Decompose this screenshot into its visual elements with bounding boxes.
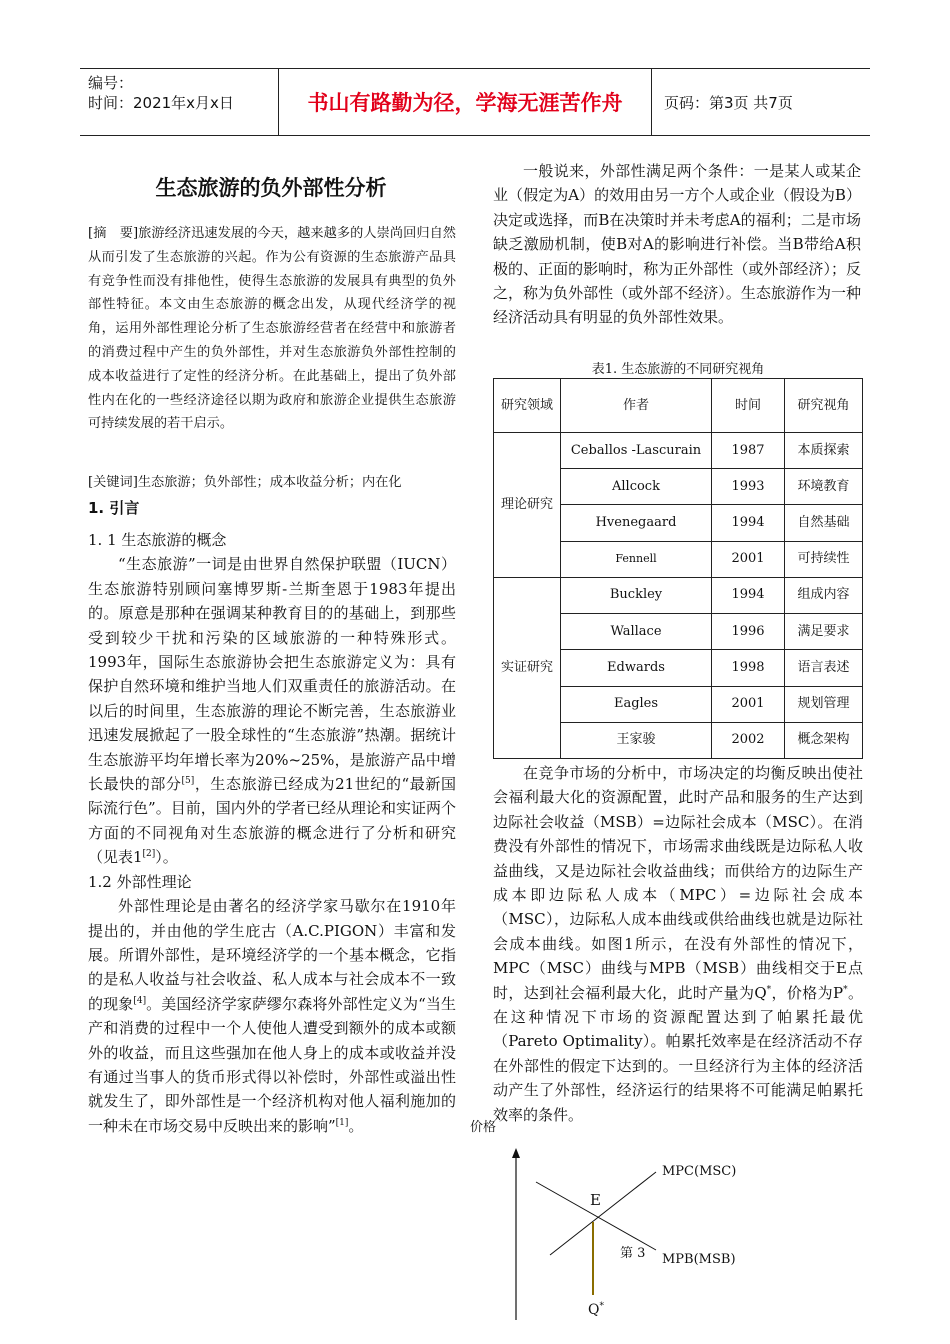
paragraph-text: ，价格为P bbox=[771, 983, 844, 1002]
year-cell: 2002 bbox=[712, 722, 785, 758]
article-title: 生态旅游的负外部性分析 bbox=[155, 176, 387, 200]
table-row bbox=[494, 577, 863, 613]
quantity-sup: * bbox=[599, 1301, 604, 1312]
citation: [1] bbox=[335, 1117, 349, 1128]
author-cell: Eagles bbox=[561, 686, 712, 722]
author-cell: Wallace bbox=[561, 614, 712, 650]
keywords-text: 生态旅游；负外部性；成本收益分析；内在化 bbox=[137, 475, 402, 490]
table-row bbox=[494, 433, 863, 469]
supply-curve-label: MPC(MSC) bbox=[662, 1164, 737, 1179]
author-cell: 王家骏 bbox=[561, 722, 712, 758]
demand-curve-label: MPB(MSB) bbox=[662, 1252, 736, 1267]
view-cell: 本质探索 bbox=[785, 433, 863, 469]
paragraph-conditions: 一般说来，外部性满足两个条件：一是某人或某企业（假定为A）的效用由另一方个人或企业（假设为B）决定或选择，而B在决策时并未考虑A的福利；二是市场缺乏激励机制，使B对A的影响进行补偿。当B带给A积极的、正面的影响时，称为正外部性（或外部经济）；反之，称为负外部性（或外部不经济）。生态旅游作为一种经济活动具有明显的负外部性效果。 bbox=[493, 162, 861, 327]
view-cell: 自然基础 bbox=[785, 505, 863, 541]
page-mark: 第 3 bbox=[620, 1246, 646, 1261]
citation: [4] bbox=[133, 995, 147, 1006]
number-label: 编号： bbox=[88, 74, 134, 92]
paragraph-text: 外部性理论是由著名的经济学家马歇尔在1910年提出的，并由他的学生庇古（A.C.PIGON）丰富和发展。所谓外部性，是环境经济学的一个基本概念，它指的是私人收益与社会收益、私人成本与社会成本不一致的现象 bbox=[88, 897, 456, 1013]
citation: [2] bbox=[142, 849, 156, 860]
view-cell: 满足要求 bbox=[785, 614, 863, 650]
author-cell: Buckley bbox=[561, 577, 712, 613]
figure-svg bbox=[470, 1110, 770, 1344]
year-cell: 2001 bbox=[712, 686, 785, 722]
header-motto: 书山有路勤为径，学海无涯苦作舟 bbox=[278, 69, 652, 135]
paragraph-text: 在竞争市场的分析中，市场决定的均衡反映出使社会福利最大化的资源配置，此时产品和服务的生产达到边际社会收益（MSB）=边际社会成本（MSC）。在消费没有外部性的情况下，市场需求曲线既是边际私人收益曲线，又是边际社会收益曲线；而供给方的边际生产成本即边际私人成本（MPC）=边际社会成本（MSC），边际私人成本曲线或供给曲线也就是边际社会成本曲线。如图1所示，在没有外部性的情况下，MPC（MSC）曲线与MPB（MSB）曲线相交于E点时，达到社会福利最大化，此时产量为Q bbox=[493, 764, 863, 1002]
author-cell: Edwards bbox=[561, 650, 712, 686]
quantity-letter: Q bbox=[588, 1302, 600, 1318]
section-heading-intro: 1. 引言 bbox=[88, 499, 140, 517]
author-cell: Ceballos -Lascurain bbox=[561, 433, 712, 469]
paragraph-text: ）。 bbox=[155, 848, 178, 867]
year-cell: 1996 bbox=[712, 614, 785, 650]
view-cell: 语言表述 bbox=[785, 650, 863, 686]
right-column-top bbox=[493, 159, 861, 330]
superscript: * bbox=[766, 984, 772, 995]
abstract bbox=[88, 222, 456, 436]
paragraph-ecotourism bbox=[88, 552, 456, 869]
page-number-label: 页码：第3页 共7页 bbox=[664, 93, 793, 112]
supply-curve bbox=[550, 1172, 656, 1255]
superscript: * bbox=[843, 984, 848, 995]
year-cell: 1987 bbox=[712, 433, 785, 469]
view-cell: 组成内容 bbox=[785, 577, 863, 613]
year-cell: 1994 bbox=[712, 577, 785, 613]
paragraph-text: ，生态旅游已经成为21世纪的“最新国际流行色”。目前，国内外的学者已经从理论和实证两个方面的不同视角对生态旅游的概念进行了分析和研究（见表1 bbox=[88, 775, 456, 867]
author-cell: Fennell bbox=[561, 541, 712, 577]
paragraph-competitive-market bbox=[493, 761, 863, 1127]
table-header-row bbox=[494, 379, 863, 433]
right-column-bottom bbox=[493, 761, 863, 1127]
view-cell: 环境教育 bbox=[785, 469, 863, 505]
equilibrium-point-label: E bbox=[590, 1191, 601, 1209]
year-cell: 2001 bbox=[712, 541, 785, 577]
abstract-text: 旅游经济迅速发展的今天，越来越多的人崇尚回归自然从而引发了生态旅游的兴起。作为公有资源的生态旅游产品具有竞争性而没有排他性，使得生态旅游的发展具有典型的负外部性特征。本文由生态旅游的概念出发，从现代经济学的视角，运用外部性理论分析了生态旅游经营者在经营中和旅游者的消费过程中产生的负外部性，并对生态旅游负外部性控制的成本收益进行了定性的经济分析。在此基础上，提出了负外部性内在化的一些经济途径以期为政府和旅游企业提供生态旅游可持续发展的若干启示。 bbox=[88, 226, 456, 432]
view-cell: 概念架构 bbox=[785, 722, 863, 758]
figure-supply-demand bbox=[470, 1110, 770, 1344]
keywords bbox=[88, 472, 456, 494]
subheading-externality-theory: 1.2 外部性理论 bbox=[88, 872, 192, 891]
view-cell: 规划管理 bbox=[785, 686, 863, 722]
y-axis-label: 价格 bbox=[470, 1120, 497, 1135]
paragraph-text: “生态旅游”一词是由世界自然保护联盟（IUCN）生态旅游特别顾问塞博罗斯-兰斯奎恩于1983年提出的。原意是那种在强调某种教育目的的基础上，到那些受到较少干扰和污染的区域旅游的一种特殊形式。1993年，国际生态旅游协会把生态旅游定义为：具有保护自然环境和维护当地人们双重责任的旅游活动。在以后的时间里，生态旅游的理论不断完善，生态旅游业迅速发展掀起了一股全球性的“生态旅游”热潮。据统计生态旅游平均年增长率为20%~25%，是旅游产品中增长最快的部分 bbox=[88, 555, 456, 794]
year-cell: 1994 bbox=[712, 505, 785, 541]
y-axis-arrow bbox=[512, 1148, 520, 1158]
table-caption: 表1. 生态旅游的不同研究视角 bbox=[591, 362, 765, 377]
subheading-ecotourism-concept: 1. 1 生态旅游的概念 bbox=[88, 531, 227, 549]
group-cell-empirical: 实证研究 bbox=[494, 577, 561, 758]
group-cell-theory: 理论研究 bbox=[494, 433, 561, 578]
page-header bbox=[80, 68, 870, 136]
header-cell: 作者 bbox=[561, 379, 712, 433]
citation: [5] bbox=[181, 776, 195, 787]
research-table bbox=[493, 378, 863, 759]
year-cell: 1993 bbox=[712, 469, 785, 505]
keywords-label: [关键词] bbox=[88, 475, 138, 490]
year-cell: 1998 bbox=[712, 650, 785, 686]
quantity-label bbox=[588, 1302, 604, 1318]
paragraph-text: 。 bbox=[348, 1116, 364, 1135]
time-label: 时间：2021年x月x日 bbox=[88, 94, 234, 112]
left-column bbox=[88, 528, 456, 1138]
abstract-label: [摘 要] bbox=[88, 226, 139, 241]
header-cell: 时间 bbox=[712, 379, 785, 433]
header-cell: 研究视角 bbox=[785, 379, 863, 433]
view-cell: 可持续性 bbox=[785, 541, 863, 577]
author-cell: Allcock bbox=[561, 469, 712, 505]
author-cell: Hvenegaard bbox=[561, 505, 712, 541]
header-cell: 研究领域 bbox=[494, 379, 561, 433]
paragraph-text: 。美国经济学家萨缪尔森将外部性定义为“当生产和消费的过程中一个人使他人遭受到额外的成本或额外的收益，而且这些强加在他人身上的成本或收益并没有通过当事人的货币形式得以补偿时，外部性或溢出性就发生了，即外部性是一个经济机构对他人福利施加的一种未在市场交易中反映出来的影响” bbox=[88, 994, 456, 1135]
header-meta bbox=[88, 73, 278, 113]
paragraph-externality bbox=[88, 894, 456, 1138]
paragraph-text: 。在这种情况下市场的资源配置达到了帕累托最优（Pareto Optimality）。帕累托效率是在经济活动不存在外部性的假定下达到的。一旦经济行为主体的经济活动产生了外部性，经济运行的结果将不可能满足帕累托效率的条件。 bbox=[493, 983, 863, 1124]
